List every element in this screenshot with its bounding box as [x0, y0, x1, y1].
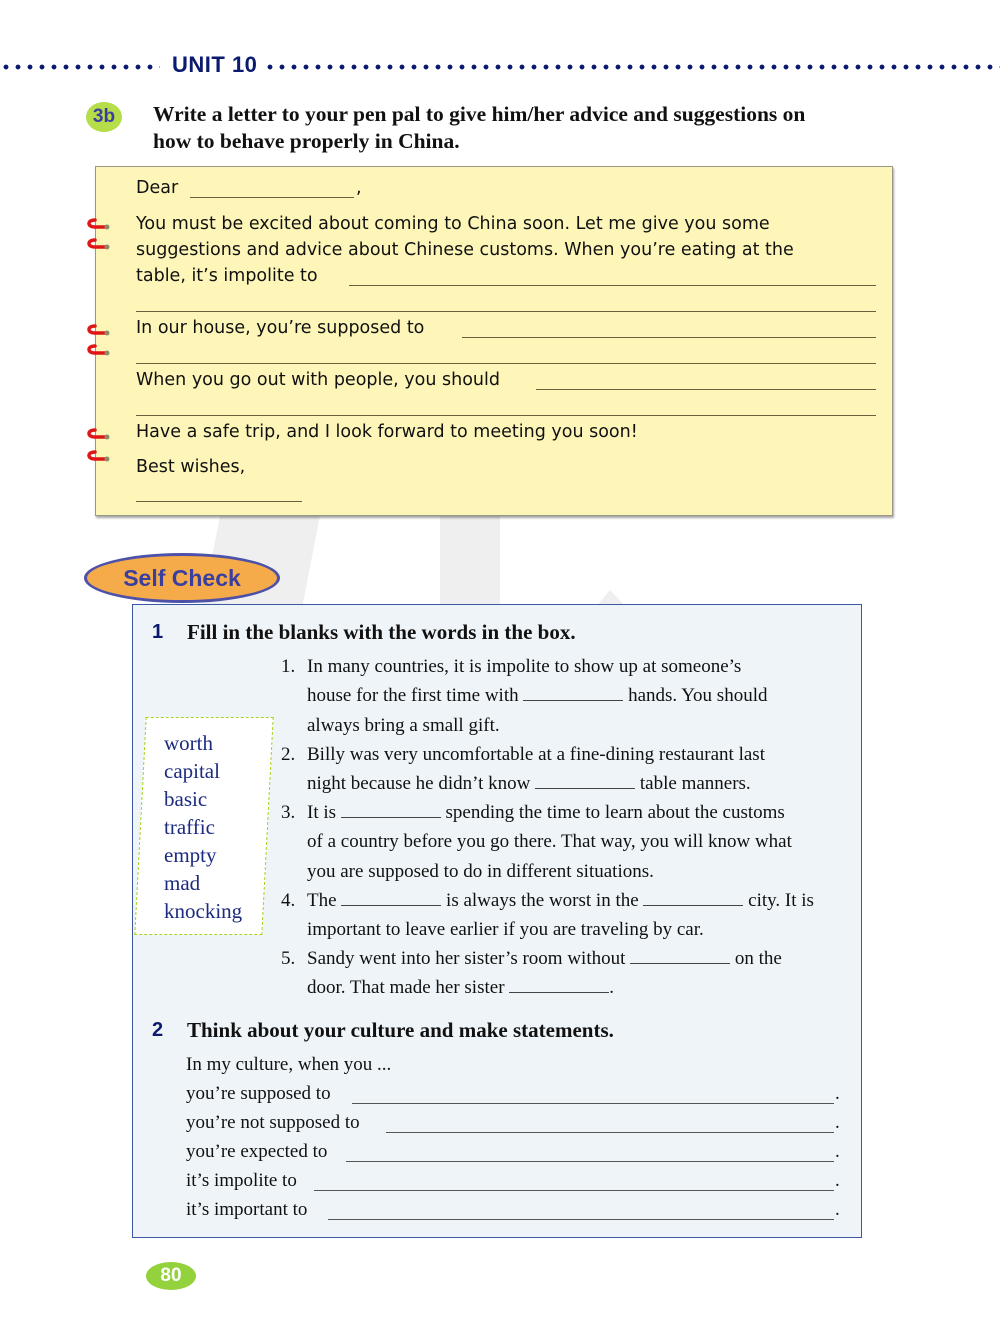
activity-instruction [153, 101, 923, 155]
item-text: always bring a small gift. [307, 714, 500, 736]
answer-blank[interactable] [536, 389, 876, 390]
statement-intro: In my culture, when you ... [186, 1054, 392, 1075]
letter-text: suggestions and advice about Chinese customs. When you’re eating at the [136, 240, 794, 260]
item-text: on the [734, 948, 782, 969]
item-number: 3. [281, 802, 296, 823]
statement-prompt: you’re expected to [186, 1141, 328, 1162]
exercise-item-1 [281, 652, 768, 740]
statement-prompt: it’s important to [186, 1199, 308, 1220]
period: . [835, 1141, 840, 1162]
spiral-ring-icon [85, 449, 113, 463]
word-option: capital [164, 759, 220, 783]
period: . [835, 1083, 840, 1104]
header-dotted-rule-right [264, 64, 1000, 70]
item-text: important to leave earlier if you are traveling by car. [307, 919, 704, 941]
answer-blank[interactable] [136, 311, 876, 312]
answer-blank[interactable] [630, 962, 730, 964]
item-text: table manners. [639, 773, 751, 795]
answer-blank[interactable] [314, 1190, 834, 1191]
answer-blank[interactable] [346, 1161, 834, 1162]
spiral-ring-icon [85, 237, 113, 251]
statement-prompt: you’re supposed to [186, 1083, 331, 1104]
activity-badge-3b: 3b [86, 102, 122, 132]
letter-notepad [95, 166, 893, 516]
letter-closing: Have a safe trip, and I look forward to meeting you soon! [136, 422, 638, 442]
item-text: The [307, 890, 337, 911]
answer-blank[interactable] [136, 415, 876, 416]
answer-blank[interactable] [509, 991, 609, 993]
instruction-line: how to behave properly in China. [153, 129, 460, 153]
word-list [164, 729, 242, 925]
item-text: night because he didn’t know [307, 773, 531, 795]
letter-text: In our house, you’re supposed to [136, 318, 425, 338]
item-text: In many countries, it is impolite to show up at someone’s [307, 656, 742, 677]
item-text: of a country before you go there. That way, you will know what [307, 831, 792, 853]
greeting-comma: , [356, 178, 362, 198]
letter-greeting: Dear [136, 178, 179, 198]
letter-text: table, it’s impolite to [136, 266, 318, 286]
item-number: 1. [281, 656, 296, 677]
letter-text: You must be excited about coming to China soon. Let me give you some [136, 214, 770, 234]
word-option: knocking [164, 899, 243, 923]
spiral-ring-icon [85, 343, 113, 357]
spiral-ring-icon [85, 427, 113, 441]
letter-signoff: Best wishes, [136, 457, 246, 477]
self-check-label: Self Check [84, 553, 280, 603]
instruction-line: Write a letter to your pen pal to give him/her advice and suggestions on [153, 102, 806, 126]
word-option: worth [164, 731, 213, 755]
item-text: you are supposed to do in different situations. [307, 860, 654, 882]
item-number: 2. [281, 744, 296, 765]
answer-blank[interactable] [136, 363, 876, 364]
answer-blank[interactable] [328, 1219, 834, 1220]
statement-prompt: it’s impolite to [186, 1170, 297, 1191]
item-text: spending the time to learn about the customs [445, 802, 785, 823]
spiral-ring-icon [85, 217, 113, 231]
header-dotted-rule-left [0, 64, 160, 70]
answer-blank[interactable] [535, 787, 635, 789]
question-number: 2 [152, 1019, 164, 1041]
item-number: 4. [281, 890, 296, 911]
word-option: basic [164, 787, 208, 811]
answer-blank[interactable] [386, 1132, 834, 1133]
item-number: 5. [281, 948, 296, 969]
answer-blank[interactable] [523, 699, 623, 701]
word-option: mad [164, 871, 201, 895]
word-option: traffic [164, 815, 215, 839]
answer-blank[interactable] [349, 285, 876, 286]
answer-blank[interactable] [462, 337, 876, 338]
question-title: Think about your culture and make statements. [187, 1018, 614, 1042]
period: . [835, 1170, 840, 1191]
item-text: . [609, 977, 615, 999]
word-option: empty [164, 843, 217, 867]
answer-blank[interactable] [352, 1103, 834, 1104]
question-number: 1 [152, 621, 164, 643]
answer-blank[interactable] [643, 904, 743, 906]
item-text: It is [307, 802, 337, 823]
signature-blank[interactable] [136, 501, 302, 502]
exercise-item-2 [281, 740, 765, 799]
period: . [835, 1199, 840, 1220]
exercise-item-5 [281, 944, 782, 1003]
statement-prompt: you’re not supposed to [186, 1112, 360, 1133]
answer-blank[interactable] [341, 904, 441, 906]
item-text: Billy was very uncomfortable at a fine-dining restaurant last [307, 744, 765, 765]
spiral-ring-icon [85, 323, 113, 337]
period: . [835, 1112, 840, 1133]
item-text: city. It is [748, 890, 814, 911]
question-title: Fill in the blanks with the words in the box. [187, 620, 576, 644]
page-number-badge: 80 [146, 1262, 196, 1290]
item-text: hands. You should [628, 685, 768, 707]
recipient-name-blank[interactable] [190, 197, 354, 198]
exercise-item-4 [281, 886, 814, 945]
letter-text: When you go out with people, you should [136, 370, 500, 390]
item-text: Sandy went into her sister’s room without [307, 948, 626, 969]
item-text: is always the worst in the [446, 890, 639, 911]
item-text: door. That made her sister [307, 977, 505, 999]
answer-blank[interactable] [341, 816, 441, 818]
item-text: house for the first time with [307, 685, 519, 707]
exercise-item-3 [281, 798, 792, 886]
unit-title: UNIT 10 [172, 52, 258, 77]
